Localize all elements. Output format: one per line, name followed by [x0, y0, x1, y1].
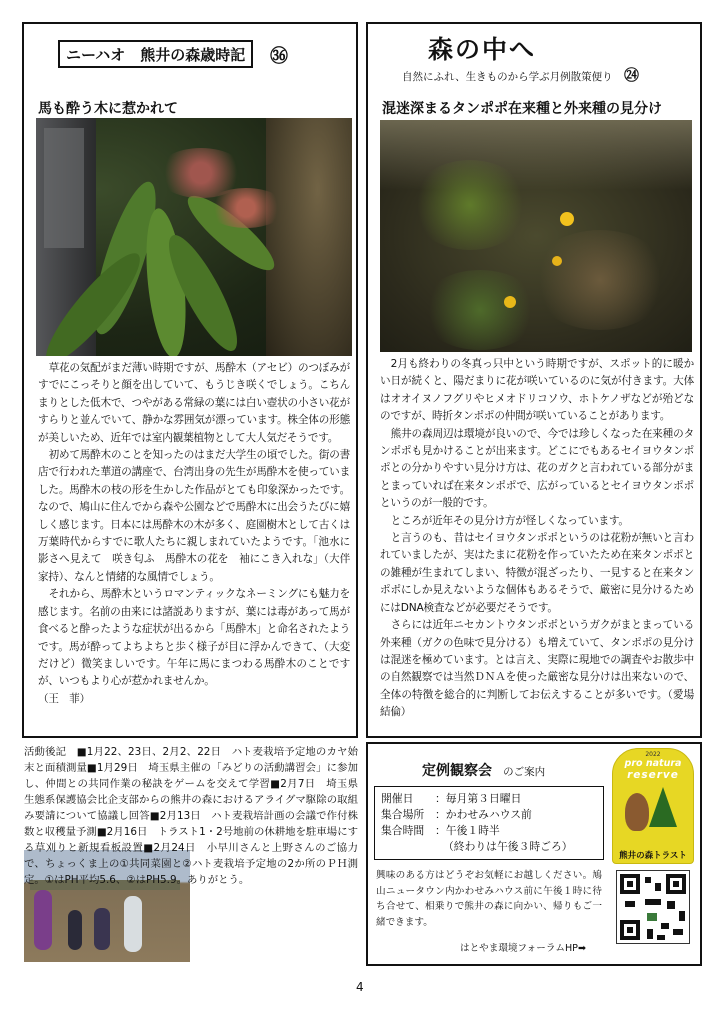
article-paragraph: 熊井の森周辺は環境が良いので、今では珍しくなった在来種のタンポポも見かけることが出来ます。どこにでもあるセイヨウタンポポとの分かりやすい見分け方は、花のガクと言われている部分がまとまっていれば在来タンポポで、広がっているとセイヨウタンポポというのが一般的です。 [380, 427, 694, 510]
article-author: （王 菲） [38, 692, 90, 705]
event-row: 開催日 ：毎月第３日曜日 [381, 792, 522, 805]
logo-caption: 熊井の森トラスト [619, 851, 687, 861]
article-paragraph: 2月も終わりの冬真っ只中という時期ですが、スポット的に暖かい日が続くと、陽だまりに花が咲いているのに気が付きます。大体はオオイヌノフグリやヒメオドリコソウ、ホトケノザなどが殆どなのですが、時折タンポポの仲間が咲いていることがあります。 [380, 358, 694, 423]
column-subtitle-number: ㉔ [623, 66, 639, 84]
hawk-icon [625, 793, 649, 831]
page-number: 4 [356, 980, 364, 994]
event-row-value: 毎月第３日曜日 [445, 792, 522, 805]
column-subtitle [402, 64, 639, 85]
article-headline: 混迷深まるタンポポ在来種と外来種の見分け [382, 101, 662, 117]
logo-line2: reserve [627, 769, 679, 781]
column-title: 森の中へ [428, 35, 537, 64]
left-article-panel [22, 22, 361, 738]
article-headline: 馬も酔う木に惹かれて [38, 101, 178, 117]
qr-code[interactable] [616, 870, 690, 944]
right-article-panel [366, 22, 705, 738]
event-row [381, 839, 597, 855]
event-row-value: かわせみハウス前 [445, 808, 532, 821]
dandelion-photo [380, 120, 692, 352]
logo-line1: pro natura [624, 758, 682, 769]
asebi-photo [36, 118, 352, 356]
article-paragraph: 初めて馬酔木のことを知ったのはまだ大学生の頃でした。街の書店で行われた華道の講座で、台湾出身の先生が馬酔木を使っていました。馬酔木の枝の形を生かした作品がとても印象深かったです。なので、鳩山に住んでから森や公園などで馬酔木に出会うたびに嬉しく感じます。日本には馬酔木の木が多く、庭園樹木として古くは万葉時代からすでに歌人たちに親しまれていたようです。「池水に 影さへ見えて 咲き匂ふ 馬酔木の花を 袖にこき入れな」（大伴家持）、なんと情緒的な風情でしょう。 [38, 449, 361, 583]
event-note: 興味のある方はどうぞお気軽にお越しください。鳩山ニュータウン内かわせみハウス前に午後１時に待ち合せて、相乗りで熊井の森に向かい、帰りもご一緒できます。 [376, 870, 602, 928]
event-row-label: 集合場所 [381, 808, 425, 821]
article-paragraph: と言うのも、昔はセイヨウタンポポというのは花粉が無いと言われていましたが、実はたまに花粉を作っていたため在来タンポポとの雑種が生まれてしまい、特徴が混ざったり、一見すると在来タンポポにしか見えないような個体もあるそうで、厳密に見分けるためにはDNA検査などが必要だそうです。 [380, 532, 694, 614]
article-paragraph: ところが近年その見分け方が怪しくなっています。 [390, 514, 629, 527]
series-title: ニーハオ 熊井の森歳時記 [66, 45, 246, 64]
event-row: 集合時間 ：午後１時半 [381, 824, 500, 837]
column-subtitle-text: 自然にふれ、生きものから学ぶ月例散策便り [402, 71, 613, 83]
article-paragraph: それから、馬酔木というロマンティックなネーミングにも魅力を感じます。名前の由来には諸説ありますが、葉には毒があって馬が食べると酔ったような症状が出るから「馬酔木」と命名されたようです。馬が酔ってよちよちと歩く様子が目に浮かんできて、（大変だけど）微笑ましいです。午年に馬にまつわる馬酔木のことですが、いつもより心が惹かれませんか。 [38, 588, 350, 688]
article-paragraph: さらには近年ニセカントウタンポポというガクがまとまっている外来種（ガクの色味で見分ける）も増えていて、タンポポの見分けは混迷を極めています。とは言え、実際に現地での調査やお散歩中の自然観察では当然ＤＮＡを使った厳密な見分けは出来ないので、全体の特徴を総合的に判断してお伝えすることが多いです。（愛場 結倫） [380, 619, 705, 719]
event-row-value: （終わりは午後３時ごろ） [443, 840, 573, 853]
event-title: 定例観察会 [422, 763, 492, 779]
event-row-label: 集合時間 [381, 824, 425, 837]
event-row-value: 午後１時半 [445, 824, 500, 837]
event-row-label: 開催日 [381, 792, 414, 805]
event-panel [366, 742, 702, 966]
homepage-link[interactable]: はとやま環境フォーラムHP➡ [460, 943, 586, 954]
article-body [38, 360, 361, 708]
event-row: 集合場所 ：かわせみハウス前 [381, 808, 532, 821]
event-title-row [422, 760, 545, 780]
series-number: ㊱ [270, 46, 288, 67]
event-details-box [374, 786, 604, 860]
activity-report [24, 744, 358, 964]
trust-logo [612, 748, 694, 864]
article-paragraph: 草花の気配がまだ薄い時期ですが、馬酔木（アセビ）のつぼみがすでにこっそりと顔を出していて、もうじき咲くでしょう。こちんまりとした低木で、つやがある常緑の葉には白い壺状の小さい花がすらりと並んでいて、静かな雰囲気が漂っています。株全体の形態が美しいため、近年では室内観葉植物として大人気だそうです。 [38, 362, 350, 444]
tree-icon [649, 787, 677, 827]
activity-text: 活動後記 ■1月22、23日、2月2、22日 ハト麦栽培予定地のカヤ始末と面積測量■1月29日 埼玉県主催の「みどりの活動講習会」に参加し、仲間との共同作業の秘訣をゲームを交えて学習■2月7日 埼玉県生態系保護協会比企支部からの熊井の森におけるアライグマ駆除の取組み要請について協議し回答■2月13日 ハト麦栽培計画の会議で作付株数と収穫量予測■2月16日 トラスト1・2号地前の休耕地を駐車場にする草刈りと新規看板設置■2月24日 小早川さんと上野さんのご協力で、ちょっくま上の①共同菜園と②ハト麦栽培予定地の2か所のＰＨ測定。①はPH平均5.6、②はPH5.9。ありがとう。 [24, 746, 358, 886]
logo-year: 2022 [645, 751, 661, 758]
article-body [380, 356, 705, 722]
event-title-suffix: のご案内 [503, 766, 546, 778]
series-title-box [58, 40, 253, 68]
